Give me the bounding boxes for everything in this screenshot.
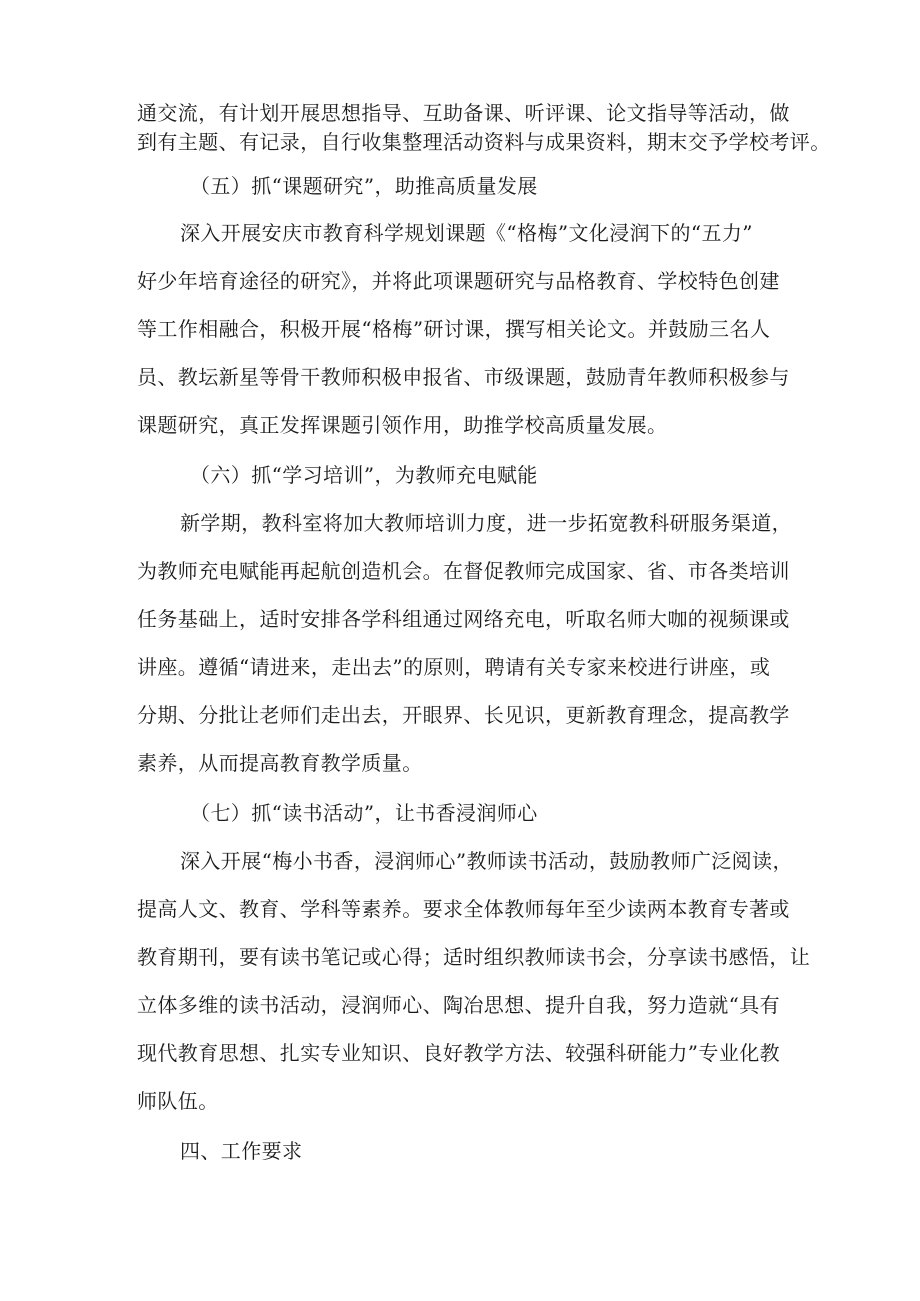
paragraph-line: 深入开展安庆市教育科学规划课题《“格梅”文化浸润下的“五力” [180, 221, 753, 245]
paragraph-line: 员、教坛新星等骨干教师积极申报省、市级课题，鼓励青年教师积极参与 [137, 365, 790, 389]
paragraph-line: 现代教育思想、扎实专业知识、良好教学方法、较强科研能力”专业化教 [137, 1041, 781, 1065]
paragraph-line: 师队伍。 [137, 1089, 219, 1113]
paragraph-line: 分期、分批让老师们走出去，开眼界、长见识，更新教育理念，提高教学 [137, 703, 790, 727]
paragraph-line: 教育期刊，要有读书笔记或心得；适时组织教师读书会，分享读书感悟，让 [137, 945, 811, 969]
paragraph-line: 素养，从而提高教育教学质量。 [137, 751, 423, 775]
section-heading-5: （五）抓“课题研究”，助推高质量发展 [190, 174, 538, 198]
paragraph-line: 好少年培育途径的研究》，并将此项课题研究与品格教育、学校特色创建 [137, 269, 780, 293]
paragraph-line: 提高人文、教育、学科等素养。要求全体教师每年至少读两本教育专著或 [137, 897, 790, 921]
section-title-work-requirements: 四、工作要求 [180, 1139, 303, 1163]
paragraph-line: 通交流，有计划开展思想指导、互助备课、听评课、论文指导等活动，做 [137, 101, 790, 125]
paragraph-line: 到有主题、有记录，自行收集整理活动资料与成果资料，期末交予学校考评。 [137, 130, 831, 154]
paragraph-line: 立体多维的读书活动，浸润师心、陶冶思想、提升自我，努力造就“具有 [137, 993, 781, 1017]
paragraph-line: 等工作相融合，积极开展“格梅”研讨课，撰写相关论文。并鼓励三名人 [137, 317, 771, 341]
paragraph-line: 为教师充电赋能再起航创造机会。在督促教师完成国家、省、市各类培训 [137, 559, 790, 583]
paragraph-line: 深入开展“梅小书香，浸润师心”教师读书活动，鼓励教师广泛阅读， [180, 849, 793, 873]
paragraph-line: 新学期，教科室将加大教师培训力度，进一步拓宽教科研服务渠道， [180, 511, 792, 535]
paragraph-line: 课题研究，真正发挥课题引领作用，助推学校高质量发展。 [137, 413, 668, 437]
paragraph-line: 讲座。遵循“请进来，走出去”的原则，聘请有关专家来校进行讲座，或 [137, 655, 771, 679]
section-heading-6: （六）抓“学习培训”，为教师充电赋能 [190, 463, 538, 487]
paragraph-line: 任务基础上，适时安排各学科组通过网络充电，听取名师大咖的视频课或 [137, 607, 790, 631]
section-heading-7: （七）抓“读书活动”，让书香浸润师心 [190, 801, 538, 825]
